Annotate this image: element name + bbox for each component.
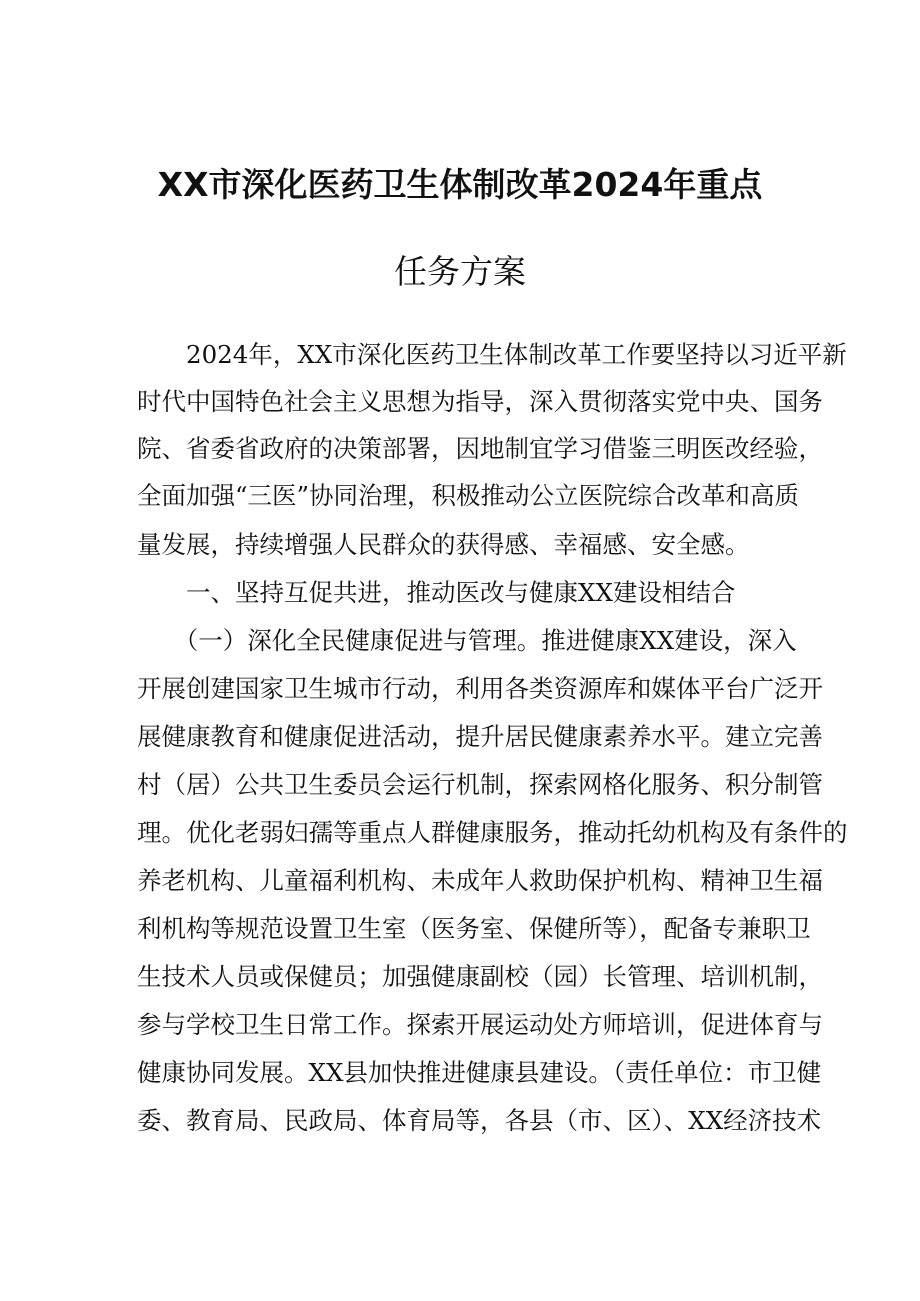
body-line: 养老机构、儿童福利机构、未成年人救助保护机构、精神卫生福 <box>137 866 823 895</box>
body-line: 利机构等规范设置卫生室（医务室、保健所等），配备专兼职卫 <box>137 914 811 943</box>
body-line: 健康协同发展。XX县加快推进健康县建设。（责任单位：市卫健 <box>137 1058 822 1087</box>
body-line: 2024年，XX市深化医药卫生体制改革工作要坚持以习近平新 <box>137 340 847 369</box>
body-line: 展健康教育和健康促进活动，提升居民健康素养水平。建立完善 <box>137 722 823 751</box>
body-line: 生技术人员或保健员；加强健康副校（园）长管理、培训机制， <box>137 962 823 991</box>
subsection-line: （一）深化全民健康促进与管理。推进健康XX建设，深入 <box>137 626 797 655</box>
document-title-line-2: 任务方案 <box>394 252 526 291</box>
body-line: 村（居）公共卫生委员会运行机制，探索网格化服务、积分制管 <box>137 770 823 799</box>
body-line: 量发展，持续增强人民群众的获得感、幸福感、安全感。 <box>137 530 750 559</box>
body-line: 时代中国特色社会主义思想为指导，深入贯彻落实党中央、国务 <box>137 387 823 416</box>
body-line: 理。优化老弱妇孺等重点人群健康服务，推动托幼机构及有条件的 <box>137 818 848 847</box>
body-line: 院、省委省政府的决策部署，因地制宜学习借鉴三明医改经验， <box>137 434 823 463</box>
document-title-line-1: XX市深化医药卫生体制改革2024年重点 <box>157 165 763 204</box>
body-line: 参与学校卫生日常工作。探索开展运动处方师培训，促进体育与 <box>137 1010 823 1039</box>
body-line: 委、教育局、民政局、体育局等，各县（市、区）、XX经济技术 <box>137 1106 822 1135</box>
section-heading: 一、坚持互促共进，推动医改与健康XX建设相结合 <box>137 578 736 607</box>
body-line: 全面加强“三医”协同治理，积极推动公立医院综合改革和高质 <box>137 481 800 510</box>
body-line: 开展创建国家卫生城市行动，利用各类资源库和媒体平台广泛开 <box>137 674 823 703</box>
